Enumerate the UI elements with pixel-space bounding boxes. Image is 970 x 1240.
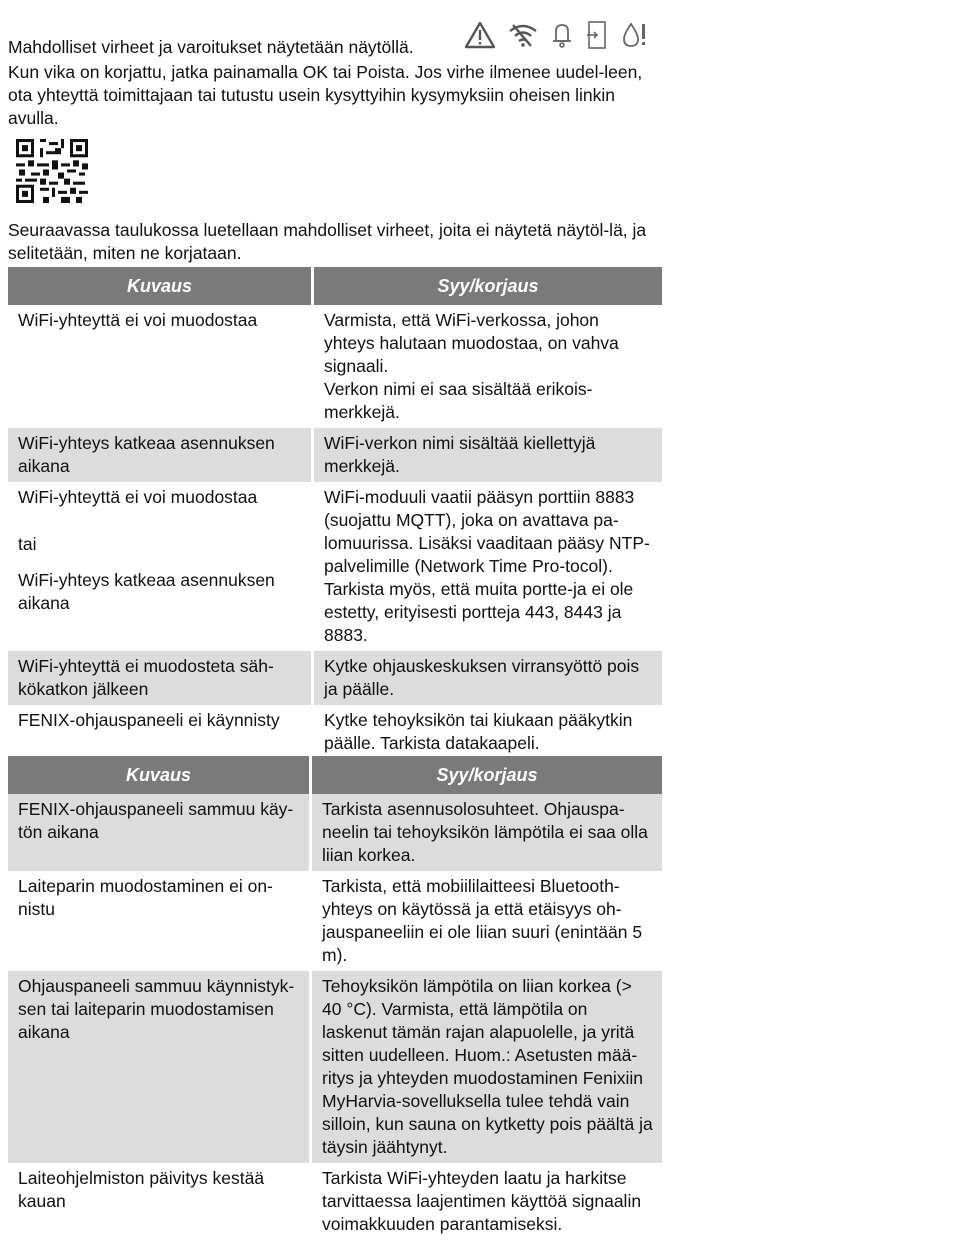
wifi-off-icon [507,22,539,48]
table-row [8,305,662,428]
cell-description: WiFi-yhteyttä ei voi muodostaa [8,305,314,428]
cell-description: WiFi-yhteyttä ei muodosteta säh-kökatkon jälkeen [8,651,314,705]
qr-code-icon[interactable] [16,139,88,203]
cell-description: Ohjauspaneeli sammuu käynnistyk-sen tai laiteparin muodostamisen aikana [8,971,312,1163]
table-row [8,651,662,705]
column-header-syy-korjaus: Syy/korjaus [312,756,662,794]
status-icons [464,20,650,50]
cell-fix: WiFi-moduuli vaatii pääsyn porttiin 8883 (suojattu MQTT), joka on avattava pa-lomuurissa. Lisäksi vaaditaan pääsy NTP-palvelimille (Network Time Pro-tocol). Tarkista myös, että muita portte-ja ei ole estetty, erityisesti portteja 443, 8443 ja 8883. [324,487,650,645]
troubleshooting-table-1 [8,267,662,759]
intro-line: Mahdolliset virheet ja varoitukset näytetään näytöllä. [8,37,414,57]
cell-fix: Tehoyksikön lämpötila on liian korkea (> 40 °C). Varmista, että lämpötila on laskenut tämän rajan alapuolelle, ja yritä sitten uudelleen. Huom.: Asetusten mää-ritys ja yhteyden muodostaminen Fenixiin MyHarvia-sovelluksella tulee tehdä vain silloin, kun sauna on kytketty pois päältä ja täysin jäähtynyt. [312,971,662,1163]
intro-paragraph: Kun vika on korjattu, jatka painamalla OK tai Poista. Jos virhe ilmenee uudel-leen, ota yhteyttä toimittajaan tai tutustu usein kysyttyihin kysymyksiin oheisen linkin avulla. [8,62,643,128]
cell-fix: WiFi-verkon nimi sisältää kiellettyjä merkkejä. [314,428,662,482]
bell-icon [550,21,574,49]
cell-description: FENIX-ohjauspaneeli ei käynnisty [8,705,314,759]
cell-description: WiFi-yhteyttä ei voi muodostaa tai WiFi-yhteys katkeaa asennuksen aikana [8,482,314,651]
warning-icon [464,21,496,49]
cell-fix: Tarkista, että mobiililaitteesi Bluetooth-yhteys on käytössä ja että etäisyys oh-jauspaneeliin ei ole liian suuri (enintään 5 m). [322,876,643,965]
troubleshooting-table-2 [8,756,662,1240]
cell-description: WiFi-yhteys katkeaa asennuksen aikana [8,428,314,482]
table-row [8,971,662,1163]
cell-fix: Tarkista asennusolosuhteet. Ohjauspa-neelin tai tehoyksikön lämpötila ei saa olla liian korkea. [312,794,662,871]
cell-fix: Varmista, että WiFi-verkossa, johon yhteys halutaan muodostaa, on vahva signaali. Verkon nimi ei saa sisältää erikois-merkkejä. [324,310,619,422]
cell-description: Laiteohjelmiston päivitys kestää kauan [8,1163,312,1240]
table-row [8,871,662,971]
cell-fix: Kytke ohjauskeskuksen virransyöttö pois ja päälle. [314,651,662,705]
table-row [8,1163,662,1240]
table-row [8,794,662,871]
column-header-syy-korjaus: Syy/korjaus [314,267,662,305]
cell-fix: Kytke tehoyksikön tai kiukaan pääkytkin päälle. Tarkista datakaapeli. [324,710,633,753]
note-paragraph: Seuraavassa taulukossa luetellaan mahdolliset virheet, joita ei näytetä näytöl-lä, ja selitetään, miten ne korjataan. [8,220,647,263]
column-header-kuvaus: Kuvaus [8,267,314,305]
water-drop-alert-icon [620,21,650,49]
cell-description: FENIX-ohjauspaneeli sammuu käy-tön aikana [8,794,312,871]
cell-description: Laiteparin muodostaminen ei on-nistu [8,871,312,971]
table-row [8,705,662,759]
door-exit-icon [585,20,609,50]
table-row [8,428,662,482]
cell-fix: Tarkista WiFi-yhteyden laatu ja harkitse tarvittaessa laajentimen käyttöä signaalin voimakkuuden parantamiseksi. [322,1168,642,1234]
column-header-kuvaus: Kuvaus [8,756,312,794]
table-row [8,482,662,651]
